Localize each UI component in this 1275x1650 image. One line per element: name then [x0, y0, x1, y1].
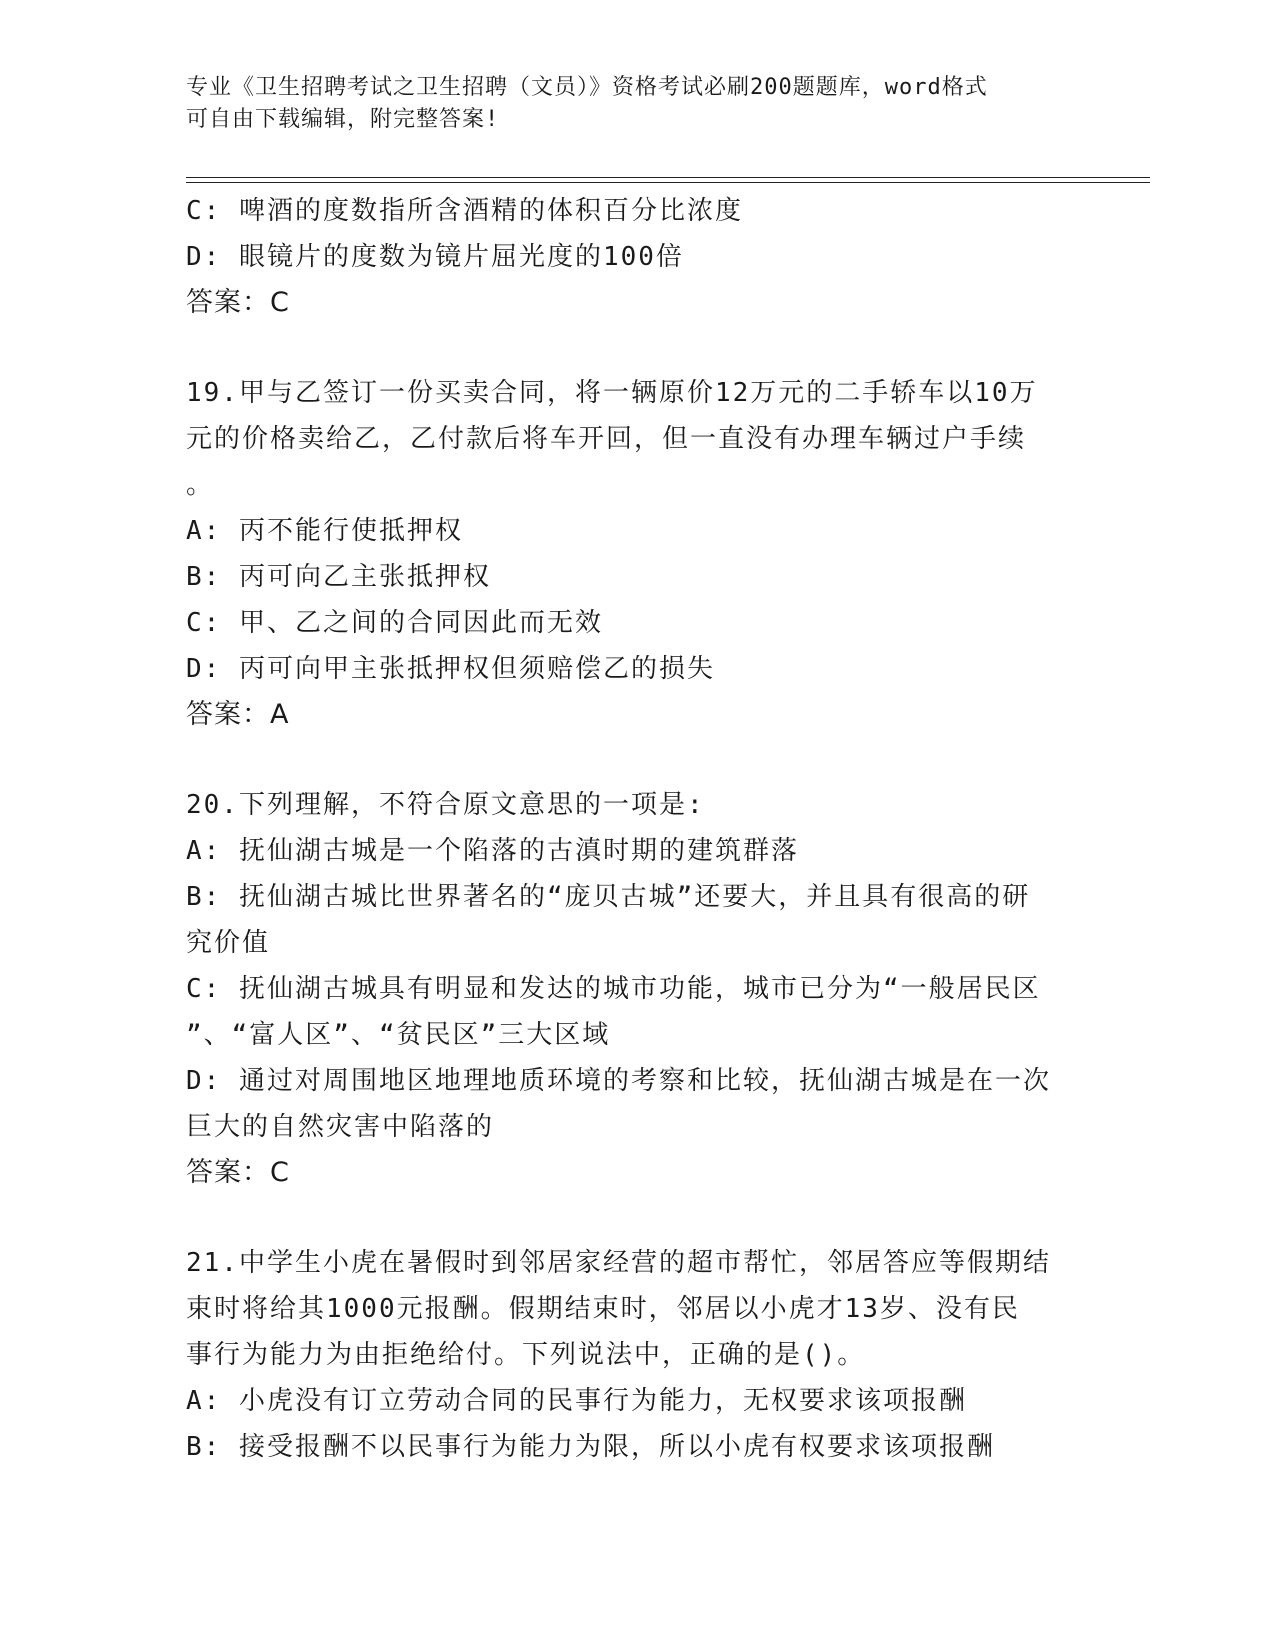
q20-option-a: A: 抚仙湖古城是一个陷落的古滇时期的建筑群落 [186, 836, 799, 866]
q18-answer: 答案：C [186, 287, 290, 318]
q18-option-c: C: 啤酒的度数指所含酒精的体积百分比浓度 [186, 196, 743, 226]
q19-answer: 答案：A [186, 699, 290, 730]
spacer [186, 1196, 1066, 1240]
q19-stem-line-3: 。 [186, 470, 215, 500]
q21-stem-line-2: 束时将给其1000元报酬。假期结束时，邻居以小虎才13岁、没有民 [186, 1294, 1020, 1324]
q20-answer: 答案：C [186, 1157, 290, 1188]
q19-stem-line-2: 元的价格卖给乙，乙付款后将车开回，但一直没有办理车辆过户手续 [186, 424, 1027, 454]
q20-option-c-line-1: C: 抚仙湖古城具有明显和发达的城市功能，城市已分为“一般居民区 [186, 974, 1041, 1004]
header-title-line-1: 专业《卫生招聘考试之卫生招聘（文员）》资格考试必刷200题题库，word格式 [186, 75, 988, 100]
q20-option-c-line-2: ”、“富人区”、“贫民区”三大区域 [186, 1020, 611, 1050]
q20-stem-line-1: 20.下列理解，不符合原文意思的一项是: [186, 790, 705, 820]
q19-option-a: A: 丙不能行使抵押权 [186, 516, 463, 546]
q19-option-c: C: 甲、乙之间的合同因此而无效 [186, 608, 603, 638]
question-21-block [186, 1240, 1066, 1470]
document-body [186, 188, 1066, 1470]
q19-option-b: B: 丙可向乙主张抵押权 [186, 562, 491, 592]
spacer [186, 326, 1066, 370]
q21-stem-line-1: 21.中学生小虎在暑假时到邻居家经营的超市帮忙，邻居答应等假期结 [186, 1248, 1051, 1278]
header-title-line-2: 可自由下载编辑，附完整答案! [186, 107, 500, 132]
spacer [186, 738, 1066, 782]
q21-option-a: A: 小虎没有订立劳动合同的民事行为能力，无权要求该项报酬 [186, 1386, 967, 1416]
question-19-block [186, 370, 1066, 738]
q20-option-d-line-2: 巨大的自然灾害中陷落的 [186, 1112, 495, 1142]
question-20-block [186, 782, 1066, 1196]
q20-option-b-line-2: 究价值 [186, 928, 271, 958]
q21-stem-line-3: 事行为能力为由拒绝给付。下列说法中，正确的是()。 [186, 1340, 866, 1370]
question-18-block [186, 188, 1066, 326]
header-divider-bottom [186, 182, 1150, 183]
document-header [186, 72, 1066, 136]
q19-option-d: D: 丙可向甲主张抵押权但须赔偿乙的损失 [186, 654, 715, 684]
q20-option-b-line-1: B: 抚仙湖古城比世界著名的“庞贝古城”还要大，并且具有很高的研 [186, 882, 1031, 912]
q19-stem-line-1: 19.甲与乙签订一份买卖合同，将一辆原价12万元的二手轿车以10万 [186, 378, 1038, 408]
q21-option-b: B: 接受报酬不以民事行为能力为限，所以小虎有权要求该项报酬 [186, 1432, 995, 1462]
q18-option-d: D: 眼镜片的度数为镜片屈光度的100倍 [186, 242, 684, 272]
q20-option-d-line-1: D: 通过对周围地区地理地质环境的考察和比较，抚仙湖古城是在一次 [186, 1066, 1051, 1096]
header-divider-top [186, 177, 1150, 178]
